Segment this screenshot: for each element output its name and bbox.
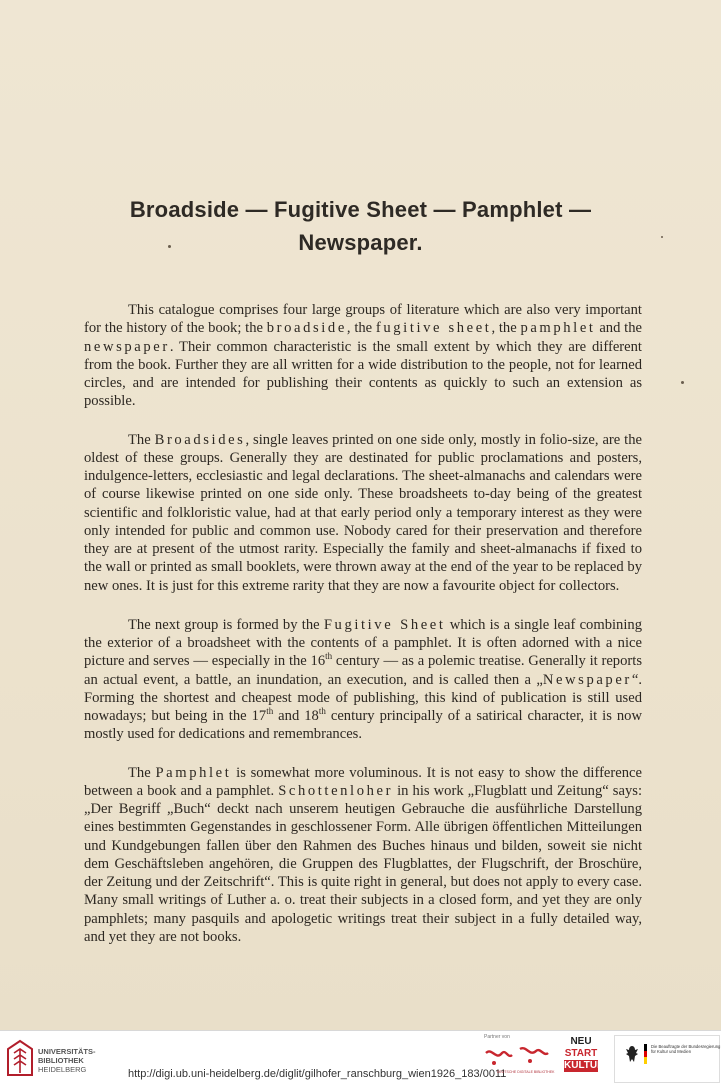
neustart-kultur-logo[interactable]: NEU START KULTUR — [564, 1036, 605, 1071]
body-text — [84, 301, 642, 966]
german-flag-icon — [644, 1044, 647, 1064]
paragraph-3: The next group is formed by the Fugitive Sheet which is a single leaf combining the exterior of a broadsheet with the contents of a pamphlet. It is often adorned with a nice picture and serves — especially in the 16th century — as a polemic treatise. Generally it reports an actual event, a battle, an inundation, an execution, and is called then a „Newspaper“. Forming the shortest and cheapest mode of publishing, this kind of publication is still used nowadays; but being in the 17th and 18th century principally of a satirical character, it is now mostly used for dedications and remembrances. — [84, 616, 643, 743]
paragraph-4: The Pamphlet is somewhat more voluminous. It is not easy to show the difference between a book and a pamphlet. Schottenloher in his work „Flugblatt und Zeitung“ says: „Der Begriff „Buch“ deckt nach unserem heutigen Gebrauche die ausführliche Darstellung eines bestimmten Gegenstandes in geschlossener Form. Alle übrigen öffentlichen Mitteilungen und Kundgebungen fallen über den Rahmen des Buches hinaus und bilden, soweit sie nicht dem Geschäftsleben angehören, die Gruppen des Flugblattes, der Flugschrift, der Broschüre, der Zeitung und der Zeitschrift“. This is quite right in general, but does not apply to every case. Many small writings of Luther a. o. treat their subjects in a closed form, and yet they are only pamphlets; many pasquils and apologetic writings treat their subject in a fully detailed way, and yet they are not books. — [84, 764, 642, 945]
partner-label: Partner von — [484, 1034, 510, 1040]
paragraph-2: The Broadsides, single leaves printed on one side only, mostly in folio-size, are the oldest of these groups. Generally they are destinated for public proclamations and posters, indulgence-letters, ecclesiastic and legal declarations. The sheet-almanachs and calendars were of course likewise printed on one side only. These broadsheets to-day being of the greatest scientific and folkloristic value, had at that early period only a temporary interest as they were only intended for public and common use. Nobody cared for their preservation and therefore they are at present of the utmost rarity. Especially the family and sheet-almanachs if fixed to the wall or printed as small booklets, were thrown away at the end of the year to be replaced by new ones. It is just for this extreme rarity that they are now a favourite object for collectors. — [84, 431, 642, 594]
paper-speck — [661, 236, 663, 238]
title-line-2: Newspaper. — [298, 230, 423, 255]
title-line-1: Broadside — Fugitive Sheet — Pamphlet — — [129, 197, 592, 222]
page-title — [0, 193, 721, 259]
federal-eagle-icon — [625, 1044, 639, 1064]
university-library-logo-icon — [6, 1039, 34, 1077]
paper-speck — [168, 245, 171, 248]
federal-commissioner-text: Die Beauftragte der Bundesregierung für Kultur und Medien — [651, 1044, 721, 1054]
paragraph-1: This catalogue comprises four large groups of literature which are also very important for the history of the book; the broadside, the fugitive sheet, the pamphlet and the newspaper. Their common characteristic is the small extent by which they are different from the book. Further they are all written for a wide distribution to the people, not for learned circles, and are intended for publishing their contents as quickly to such an extension as possible. — [84, 302, 642, 410]
page-permalink[interactable]: http://digi.ub.uni-heidelberg.de/diglit/gilhofer_ranschburg_wien1926_183/0011 — [128, 1068, 507, 1080]
partner-caption: DEUTSCHE DIGITALE BIBLIOTHEK — [497, 1070, 555, 1074]
federal-commissioner-logo[interactable] — [614, 1035, 720, 1083]
university-library-name: UNIVERSITÄTS- BIBLIOTHEK HEIDELBERG — [38, 1047, 96, 1074]
paper-speck — [681, 381, 684, 384]
viewer-footer — [0, 1030, 721, 1086]
partner-logo-icon[interactable] — [482, 1043, 554, 1069]
